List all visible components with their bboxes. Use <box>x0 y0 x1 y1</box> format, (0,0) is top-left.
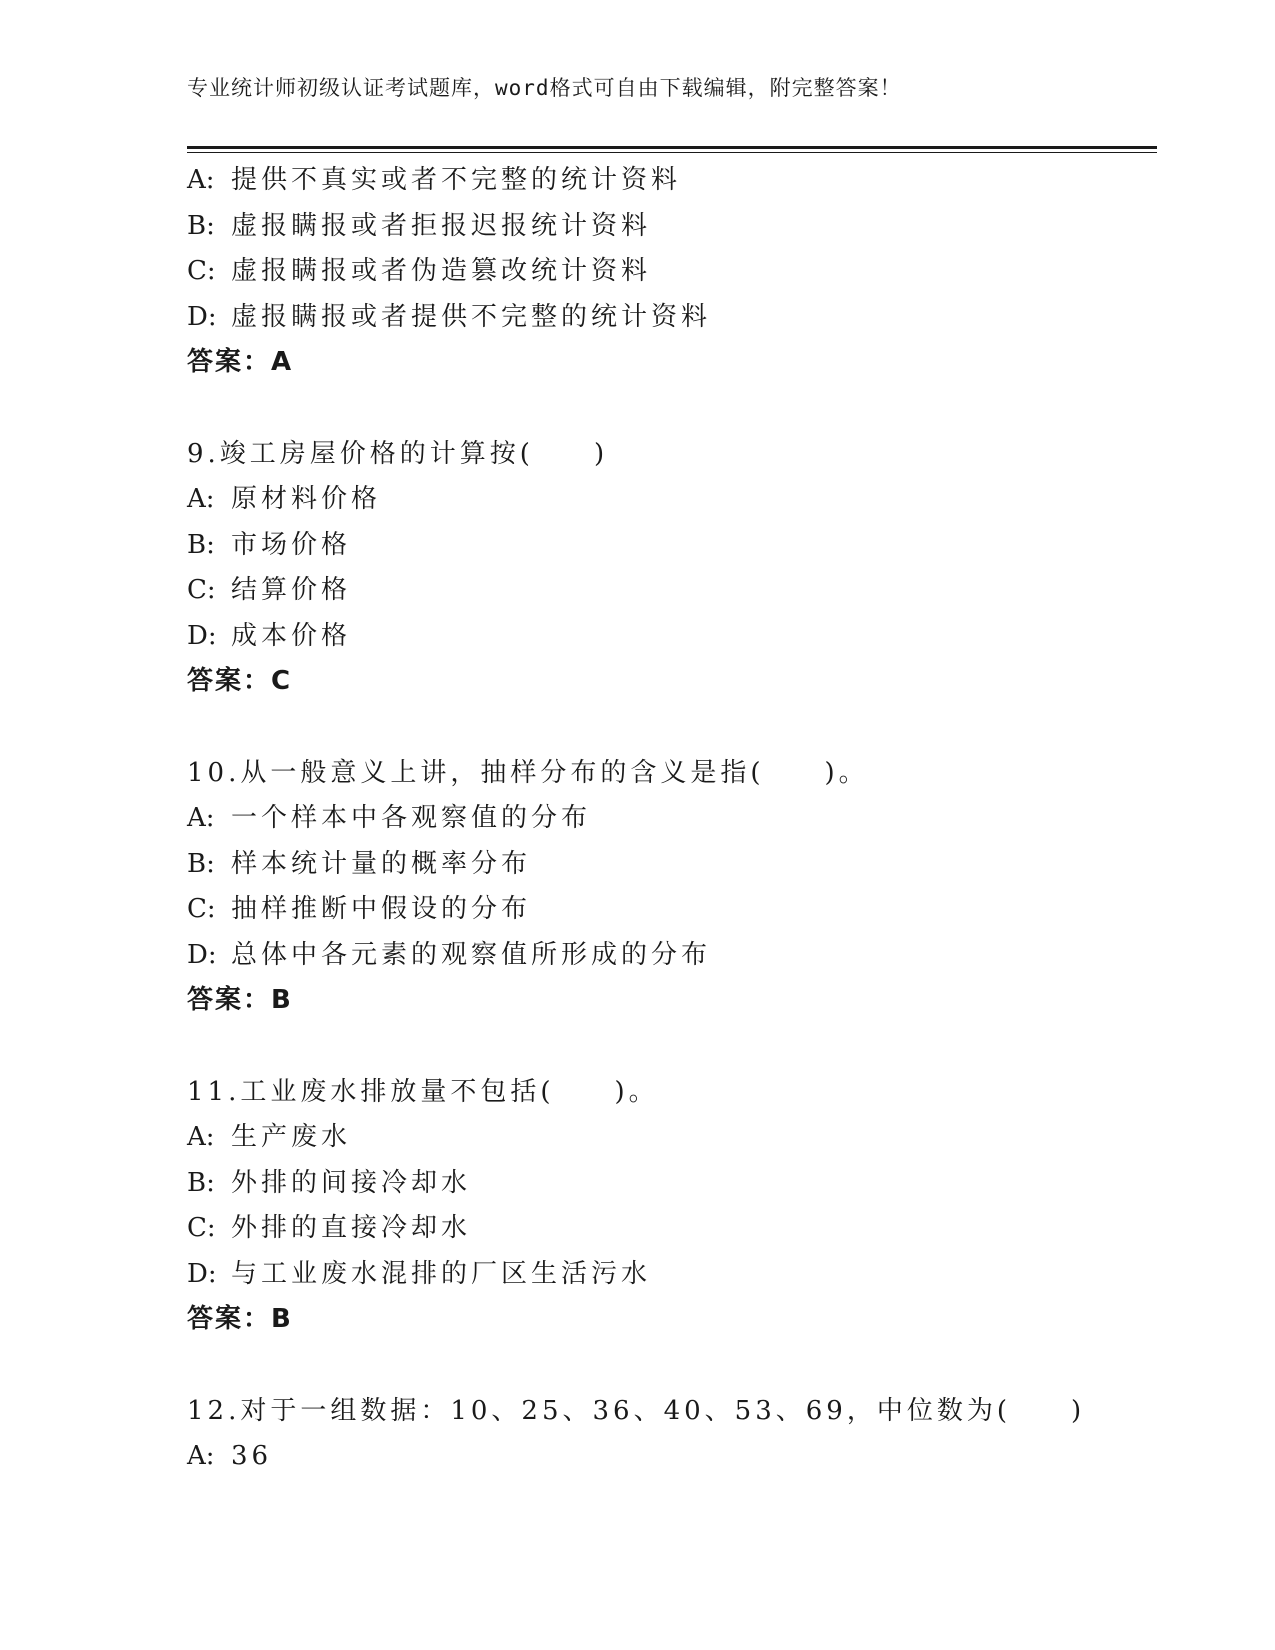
question-block-12 <box>187 1389 1167 1480</box>
option-d: D: 成本价格 <box>187 620 352 651</box>
option-a: A: 原材料价格 <box>187 484 382 514</box>
question-stem: 11.工业废水排放量不包括( )。 <box>187 1076 659 1107</box>
option-d: D: 虚报瞒报或者提供不完整的统计资料 <box>187 301 712 332</box>
question-block-9 <box>187 432 1167 705</box>
header-rule-thick <box>187 146 1157 149</box>
question-stem: 9.竣工房屋价格的计算按( ) <box>187 438 609 469</box>
option-a: A: 提供不真实或者不完整的统计资料 <box>187 165 682 195</box>
option-d: D: 与工业废水混排的厂区生活污水 <box>187 1258 652 1289</box>
question-block-continued <box>187 158 1167 386</box>
option-a: A: 36 <box>187 1441 273 1471</box>
option-b: B: 样本统计量的概率分布 <box>187 848 532 879</box>
answer-line: 答案：B <box>187 1304 293 1334</box>
question-stem: 12.对于一组数据：10、25、36、40、53、69，中位数为( ) <box>187 1395 1086 1426</box>
option-b: B: 外排的间接冷却水 <box>187 1167 472 1198</box>
option-c: C: 结算价格 <box>187 575 352 605</box>
question-list <box>187 158 1167 1480</box>
option-c: C: 外排的直接冷却水 <box>187 1213 472 1243</box>
option-d: D: 总体中各元素的观察值所形成的分布 <box>187 939 712 970</box>
document-header: 专业统计师初级认证考试题库，word格式可自由下载编辑，附完整答案！ <box>187 76 902 100</box>
question-block-11 <box>187 1070 1167 1343</box>
question-stem: 10.从一般意义上讲，抽样分布的含义是指( )。 <box>187 757 869 788</box>
answer-line: 答案：A <box>187 347 294 377</box>
answer-line: 答案：C <box>187 666 293 696</box>
header-rule-thin <box>187 152 1157 153</box>
question-block-10 <box>187 751 1167 1024</box>
option-c: C: 虚报瞒报或者伪造篡改统计资料 <box>187 256 652 286</box>
option-a: A: 一个样本中各观察值的分布 <box>187 803 592 833</box>
option-b: B: 虚报瞒报或者拒报迟报统计资料 <box>187 210 652 241</box>
option-c: C: 抽样推断中假设的分布 <box>187 894 532 924</box>
option-b: B: 市场价格 <box>187 529 352 560</box>
answer-line: 答案：B <box>187 985 293 1015</box>
option-a: A: 生产废水 <box>187 1122 352 1152</box>
